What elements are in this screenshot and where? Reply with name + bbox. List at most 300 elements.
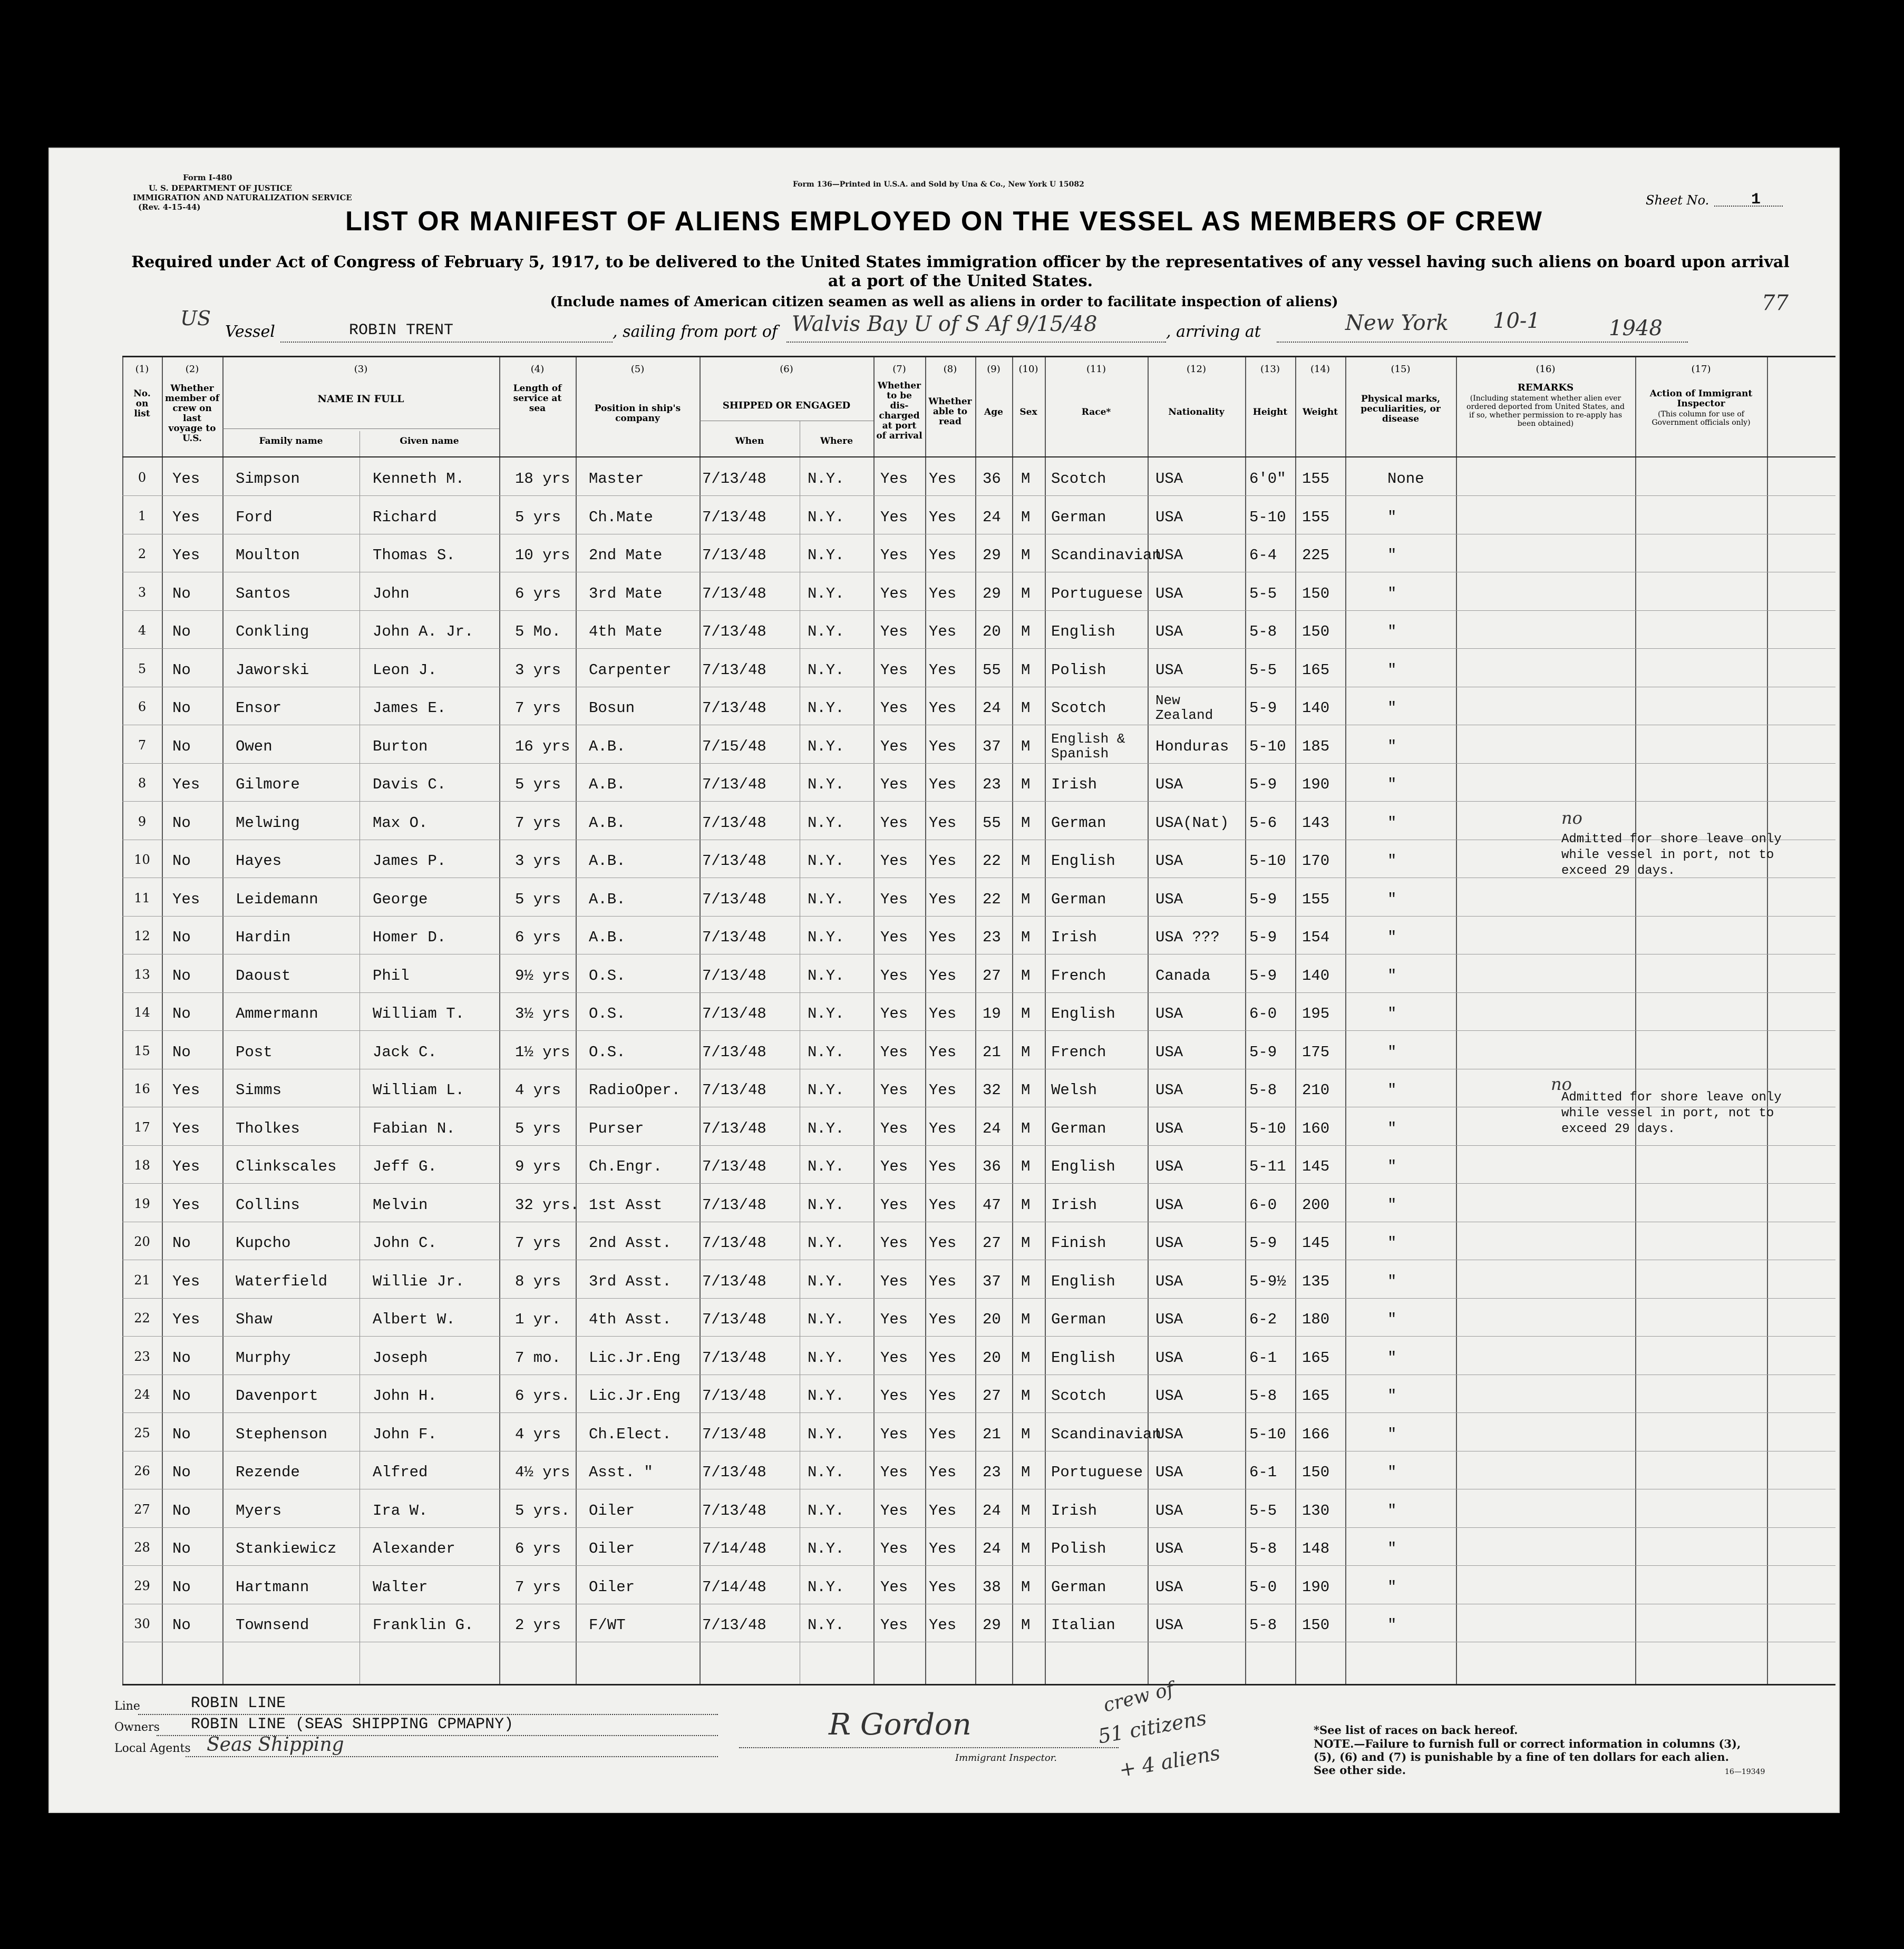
cell-weight: 155 [1302,508,1330,526]
table-row [122,539,1835,571]
port-from-hand: Walvis Bay U of S Af 9/15/48 [792,312,1097,336]
cell-when: 7/13/48 [702,699,766,717]
cell-age: 21 [983,1043,1001,1061]
row-number: 4 [138,623,147,638]
cell-disch: Yes [880,1005,908,1022]
cell-position: A.B. [589,814,626,832]
cell-position: Purser [589,1119,644,1137]
row-number: 26 [134,1464,150,1478]
cell-prev: Yes [172,890,200,908]
col-label-weight: Weight [1302,407,1338,417]
cell-height: 5-6 [1249,814,1277,832]
cell-read: Yes [929,1464,957,1481]
cell-position: 4th Mate [589,623,663,640]
cell-read: Yes [929,814,957,832]
cell-read: Yes [929,1272,957,1290]
cell-nat: USA [1155,1425,1183,1443]
inspector-label: Immigrant Inspector. [955,1752,1057,1763]
cell-weight: 150 [1302,623,1330,640]
cell-where: N.Y. [808,737,844,755]
cell-race: German [1051,890,1106,908]
cell-where: N.Y. [808,1616,844,1634]
cell-nat: USA [1155,1005,1183,1022]
form-code: 16—19349 [1725,1768,1765,1776]
cell-service: 8 yrs [515,1272,561,1290]
cell-service: 6 yrs. [515,1387,570,1405]
cell-when: 7/13/48 [702,1502,766,1519]
cell-weight: 155 [1302,470,1330,488]
row-number: 9 [138,814,147,829]
cell-age: 29 [983,584,1001,602]
cell-age: 29 [983,1616,1001,1634]
agents-hand: Seas Shipping [207,1734,344,1756]
cell-given: John F. [373,1425,437,1443]
col-label-where: Where [820,436,853,446]
cell-disch: Yes [880,623,908,640]
cell-given: Alfred [373,1464,428,1481]
cell-when: 7/13/48 [702,584,766,602]
cell-disch: Yes [880,1081,908,1099]
cell-given: James E. [373,699,446,717]
cell-family: Hayes [236,852,282,870]
cell-disch: Yes [880,1502,908,1519]
row-rule [122,1412,1835,1413]
cell-family: Post [236,1043,273,1061]
cell-when: 7/14/48 [702,1578,766,1596]
cell-prev: No [172,1349,191,1367]
cell-given: Max O. [373,814,428,832]
cell-position: A.B. [589,852,626,870]
cell-sex: M [1021,852,1031,870]
cell-read: Yes [929,1349,957,1367]
cell-where: N.Y. [808,1196,844,1214]
row-number: 14 [134,1005,150,1020]
cell-disch: Yes [880,1234,908,1252]
cell-disch: Yes [880,1540,908,1557]
cell-weight: 210 [1302,1081,1330,1099]
cell-marks: " [1387,1272,1397,1290]
cell-sex: M [1021,1272,1031,1290]
row-rule [122,916,1835,917]
cell-family: Stankiewicz [236,1540,337,1557]
cell-nat: USA [1155,1502,1183,1519]
port-from-dots [786,342,1166,343]
cell-marks: " [1387,1005,1397,1022]
cell-age: 37 [983,1272,1001,1290]
cell-nat: USA [1155,661,1183,679]
cell-service: 16 yrs [515,737,570,755]
cell-prev: Yes [172,1081,200,1099]
cell-race: Scandinavian [1051,547,1161,564]
cell-disch: Yes [880,1349,908,1367]
table-row [122,463,1835,494]
cell-read: Yes [929,776,957,793]
row-number: 24 [134,1387,150,1402]
cell-prev: No [172,1578,191,1596]
cell-disch: Yes [880,699,908,717]
cell-service: 6 yrs [515,1540,561,1557]
cell-service: 1 yr. [515,1311,561,1328]
cell-where: N.Y. [808,1578,844,1596]
cell-nat: USA [1155,890,1183,908]
cell-height: 5-8 [1249,1387,1277,1405]
cell-race: Finish [1051,1234,1106,1252]
cell-sex: M [1021,1578,1031,1596]
cell-weight: 143 [1302,814,1330,832]
sheet-number: 1 [1751,191,1761,209]
cell-height: 5-9 [1249,929,1277,946]
cell-read: Yes [929,1196,957,1214]
row-number: 20 [134,1234,150,1249]
cell-height: 5-8 [1249,1616,1277,1634]
cell-position: A.B. [589,737,626,755]
cell-disch: Yes [880,1119,908,1137]
cell-prev: No [172,1005,191,1022]
cell-age: 22 [983,852,1001,870]
cell-disch: Yes [880,1425,908,1443]
cell-where: N.Y. [808,1158,844,1175]
cell-when: 7/13/48 [702,1158,766,1175]
cell-when: 7/13/48 [702,814,766,832]
cell-nat: USA [1155,1578,1183,1596]
cell-weight: 190 [1302,776,1330,793]
cell-height: 5-9 [1249,1043,1277,1061]
col-num-11: (11) [1086,364,1106,375]
cell-family: Rezende [236,1464,300,1481]
footer-rule [122,1684,1835,1685]
cell-position: O.S. [589,1005,626,1022]
cell-family: Stephenson [236,1425,328,1443]
cell-service: 6 yrs [515,929,561,946]
cell-age: 23 [983,1464,1001,1481]
cell-disch: Yes [880,1158,908,1175]
table-row [122,1227,1835,1259]
row-number: 2 [138,547,147,561]
cell-race: English & Spanish [1051,730,1125,762]
form-revision: (Rev. 4-15-44) [138,202,201,212]
table-row [122,1456,1835,1488]
col-label-when: When [735,436,764,446]
cell-race: Irish [1051,1502,1097,1519]
cell-when: 7/13/48 [702,1196,766,1214]
col-num-4: (4) [530,364,545,375]
row-number: 18 [134,1158,150,1173]
cell-prev: No [172,1502,191,1519]
cell-read: Yes [929,852,957,870]
col-label-race: Race* [1081,407,1111,417]
cell-disch: Yes [880,1578,908,1596]
cell-marks: " [1387,1043,1397,1061]
row-number: 10 [134,852,150,867]
cell-height: 5-8 [1249,1081,1277,1099]
cell-family: Clinkscales [236,1158,337,1175]
cell-when: 7/13/48 [702,1043,766,1061]
cell-nat: USA [1155,1196,1183,1214]
cell-service: 1½ yrs [515,1043,570,1061]
cell-when: 7/13/48 [702,1387,766,1405]
row-number: 0 [138,470,147,485]
cell-service: 5 yrs [515,1119,561,1137]
cell-marks: " [1387,1234,1397,1252]
cell-marks: " [1387,1387,1397,1405]
table-row [122,883,1835,915]
cell-marks: " [1387,1196,1397,1214]
cell-service: 18 yrs [515,470,570,488]
col-num-8: (8) [943,364,957,375]
cell-service: 32 yrs. [515,1196,579,1214]
cell-position: Master [589,470,644,488]
cell-nat: USA [1155,1349,1183,1367]
row-number: 12 [134,929,150,943]
cell-marks: " [1387,852,1397,870]
cell-service: 5 yrs [515,508,561,526]
requirement-text: Required under Act of Congress of February 5, 1917, to be delivered to the United States immigration officer by the representatives of any vessel having such aliens on board upon arrival at a port of the United States. [131,253,1790,290]
cell-when: 7/13/48 [702,1081,766,1099]
row-number: 3 [138,584,147,600]
cell-read: Yes [929,1005,957,1022]
cell-marks: " [1387,814,1397,832]
cell-sex: M [1021,1043,1031,1061]
cell-service: 5 yrs [515,776,561,793]
name-sub-rule [222,428,499,429]
line-dots [138,1714,718,1715]
col-label-nationality: Nationality [1168,407,1225,417]
row-number: 5 [138,661,147,676]
cell-weight: 195 [1302,1005,1330,1022]
cell-when: 7/13/48 [702,852,766,870]
row-rule [122,648,1835,649]
races-note: *See list of races on back hereof. [1314,1723,1518,1737]
col-label-marks: Physical marks, peculiarities, or disease [1361,394,1441,424]
cell-race: German [1051,814,1106,832]
form-service: IMMIGRATION AND NATURALIZATION SERVICE [133,193,352,202]
cell-when: 7/13/48 [702,1464,766,1481]
cell-when: 7/13/48 [702,1272,766,1290]
cell-when: 7/13/48 [702,1119,766,1137]
fine-note: NOTE.—Failure to furnish full or correct information in columns (3), (5), (6) and (7) is punishable by a fine of ten dollars for each alien. See other side. [1314,1737,1741,1777]
cell-sex: M [1021,967,1031,985]
cell-race: Irish [1051,1196,1097,1214]
corner-mark-hand: 77 [1762,291,1789,315]
table-row [122,501,1835,533]
cell-race: English [1051,1005,1115,1022]
cell-nat: New Zealand [1155,693,1213,723]
sailing-label: , sailing from port of [613,323,778,341]
cell-family: Leidemann [236,890,318,908]
cell-sex: M [1021,1119,1031,1137]
cell-where: N.Y. [808,508,844,526]
col-label-sex: Sex [1019,407,1037,417]
cell-weight: 160 [1302,1119,1330,1137]
cell-weight: 135 [1302,1272,1330,1290]
cell-service: 7 yrs [515,1578,561,1596]
table-row [122,1189,1835,1221]
cell-where: N.Y. [808,1387,844,1405]
row-number: 19 [134,1196,150,1211]
col-num-5: (5) [630,364,645,375]
col-label-service: Length of service at sea [513,383,562,414]
cell-weight: 154 [1302,929,1330,946]
cell-nat: USA [1155,1119,1183,1137]
cell-position: Ch.Elect. [589,1425,672,1443]
col-label-action: Action of Immigrant Inspector [1649,388,1753,409]
cell-nat: USA [1155,1616,1183,1634]
cell-service: 3 yrs [515,852,561,870]
col-label-no: No. on list [133,388,151,419]
cell-marks: " [1387,1311,1397,1328]
cell-position: Lic.Jr.Eng [589,1349,681,1367]
cell-when: 7/13/48 [702,1425,766,1443]
cell-family: Collins [236,1196,300,1214]
cell-where: N.Y. [808,1464,844,1481]
cell-where: N.Y. [808,814,844,832]
col-label-position: Position in ship's company [594,403,681,424]
cell-when: 7/13/48 [702,1311,766,1328]
cell-given: James P. [373,852,446,870]
col-num-14: (14) [1310,364,1330,375]
cell-race: Irish [1051,929,1097,946]
cell-nat: USA [1155,852,1183,870]
cell-race: German [1051,1578,1106,1596]
inspector-signature: R Gordon [829,1708,972,1742]
cell-given: Walter [373,1578,428,1596]
cell-service: 7 yrs [515,814,561,832]
cell-where: N.Y. [808,470,844,488]
col-label-remarks: REMARKS [1517,382,1574,393]
cell-height: 5-10 [1249,1119,1286,1137]
cell-position: O.S. [589,967,626,985]
cell-position: 3rd Mate [589,584,663,602]
cell-age: 20 [983,623,1001,640]
cell-age: 20 [983,1311,1001,1328]
cell-prev: Yes [172,1272,200,1290]
cell-height: 5-9 [1249,1234,1277,1252]
cell-prev: Yes [172,776,200,793]
cell-race: Portuguese [1051,584,1143,602]
cell-given: Melvin [373,1196,428,1214]
cell-disch: Yes [880,1311,908,1328]
manifest-table [122,356,1835,1685]
cell-weight: 155 [1302,890,1330,908]
cell-age: 32 [983,1081,1001,1099]
row-number: 17 [134,1119,150,1135]
vessel-dots [280,342,613,343]
cell-family: Simms [236,1081,282,1099]
crew-note-1: crew of [1101,1678,1176,1717]
cell-family: Ensor [236,699,282,717]
cell-where: N.Y. [808,929,844,946]
cell-height: 5-9 [1249,967,1277,985]
cell-marks: " [1387,1158,1397,1175]
cell-family: Moulton [236,547,300,564]
cell-where: N.Y. [808,1349,844,1367]
cell-given: Albert W. [373,1311,455,1328]
include-note: (Include names of American citizen seamen as well as aliens in order to facilitate inspection of aliens) [550,294,1338,310]
cell-disch: Yes [880,776,908,793]
row-rule [122,763,1835,764]
row-rule [122,1145,1835,1146]
cell-height: 5-11 [1249,1158,1286,1175]
cell-service: 9 yrs [515,1158,561,1175]
cell-given: Alexander [373,1540,455,1557]
cell-marks: " [1387,623,1397,640]
form-id: Form I-480 [183,173,232,182]
remark-1-hand: no [1561,808,1582,828]
col-label-shipped: SHIPPED OR ENGAGED [722,400,851,411]
cell-age: 27 [983,1234,1001,1252]
cell-read: Yes [929,1578,957,1596]
cell-sex: M [1021,661,1031,679]
cell-disch: Yes [880,967,908,985]
cell-service: 4 yrs [515,1425,561,1443]
cell-race: English [1051,852,1115,870]
cell-disch: Yes [880,470,908,488]
table-row [122,1609,1835,1641]
cell-service: 7 mo. [515,1349,561,1367]
cell-marks: " [1387,737,1397,755]
cell-weight: 148 [1302,1540,1330,1557]
cell-given: Kenneth M. [373,470,465,488]
header-rule [122,456,1835,457]
cell-age: 29 [983,547,1001,564]
cell-sex: M [1021,776,1031,793]
cell-race: Scotch [1051,699,1106,717]
cell-sex: M [1021,1081,1031,1099]
cell-weight: 150 [1302,584,1330,602]
cell-height: 5-10 [1249,508,1286,526]
cell-disch: Yes [880,737,908,755]
cell-where: N.Y. [808,1311,844,1328]
cell-height: 5-0 [1249,1578,1277,1596]
cell-height: 6-1 [1249,1349,1277,1367]
cell-sex: M [1021,1005,1031,1022]
cell-position: A.B. [589,929,626,946]
table-row [122,1151,1835,1182]
cell-family: Santos [236,584,291,602]
cell-marks: " [1387,1081,1397,1099]
cell-given: Burton [373,737,428,755]
cell-weight: 150 [1302,1464,1330,1481]
col-num-2: (2) [185,364,199,375]
cell-position: A.B. [589,890,626,908]
cell-prev: No [172,1616,191,1634]
row-number: 25 [134,1425,150,1440]
cell-prev: No [172,584,191,602]
cell-race: Italian [1051,1616,1115,1634]
col-num-1: (1) [135,364,149,375]
row-number: 8 [138,776,147,791]
cell-family: Davenport [236,1387,318,1405]
table-row [122,921,1835,953]
cell-age: 22 [983,890,1001,908]
cell-age: 24 [983,508,1001,526]
cell-weight: 225 [1302,547,1330,564]
arrival-date-hand: 10-1 [1493,309,1540,333]
cell-given: Jack C. [373,1043,437,1061]
cell-prev: No [172,929,191,946]
cell-service: 5 Mo. [515,623,561,640]
line-label: Line [114,1700,140,1713]
cell-read: Yes [929,1387,957,1405]
arrival-year-hand: 1948 [1609,316,1663,340]
cell-prev: No [172,814,191,832]
cell-prev: No [172,852,191,870]
cell-weight: 145 [1302,1158,1330,1175]
cell-nat: USA [1155,584,1183,602]
cell-read: Yes [929,1616,957,1634]
row-rule [122,495,1835,496]
cell-when: 7/13/48 [702,1005,766,1022]
